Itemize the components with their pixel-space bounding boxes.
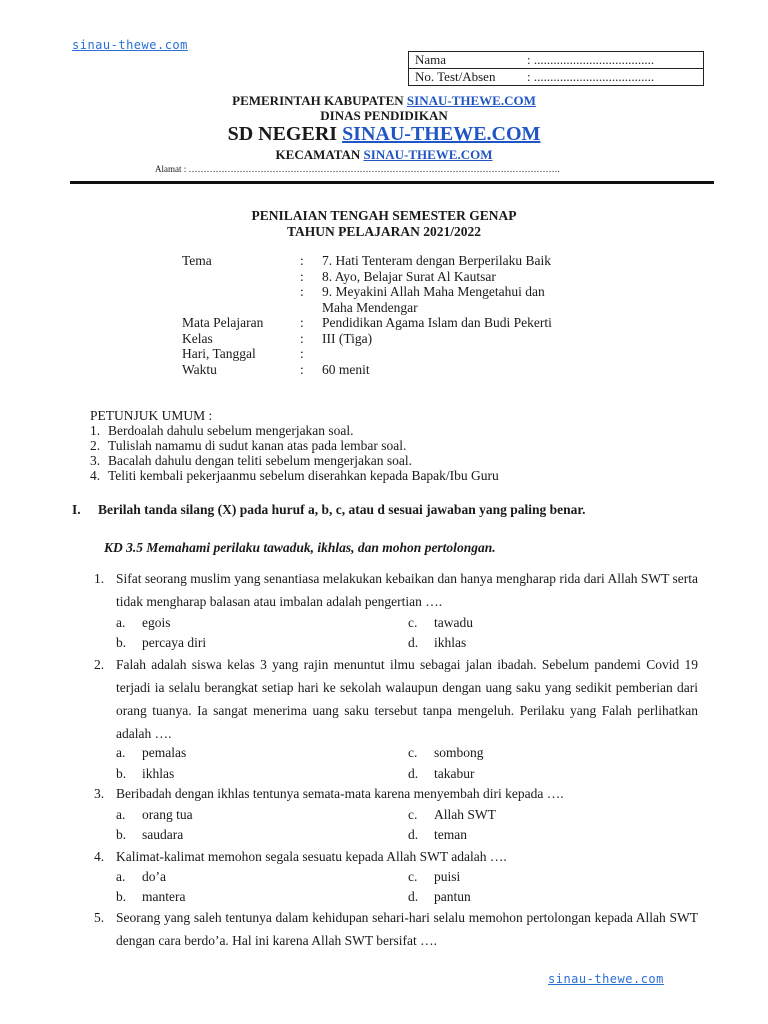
question-text: Kalimat-kalimat memohon segala sesuatu kepada Allah SWT adalah …. [116, 849, 507, 864]
option-b[interactable]: b. mantera [116, 889, 186, 904]
question [94, 782, 698, 805]
date-value [322, 346, 592, 362]
question [94, 653, 698, 745]
tema-label: Tema [182, 253, 212, 268]
name-field[interactable]: : ..................................... [527, 52, 655, 67]
option-c[interactable]: c. sombong [408, 745, 484, 760]
header-department: DINAS PENDIDIKAN [320, 108, 448, 123]
time-value: 60 menit [322, 361, 370, 377]
question [94, 845, 698, 868]
student-id-box [408, 51, 704, 86]
instruction-item: 2. Tulislah namamu di sudut kanan atas pada lembar soal. [90, 438, 407, 453]
time-label: Waktu [182, 361, 217, 377]
watermark-bottom[interactable]: sinau-thewe.com [548, 972, 664, 986]
exam-meta: Tema : 7. Hati Tenteram dengan Berperilaku Baik : 8. Ayo, Belajar Surat Al Kautsar : 9. Meyakini Allah Maha Mengetahui dan Maha Mendengar Mata Pelajaran : Pendidikan Agama Islam dan Budi Pekerti Kelas : III (Tiga) Hari, Tanggal : Waktu : 60 menit [182, 253, 592, 377]
option-a[interactable]: a. do’a [116, 869, 166, 884]
question-text: Seorang yang saleh tentunya dalam kehidupan sehari-hari selalu memohon pertolongan kepada Allah SWT dengan cara berdo’a. Hal ini karena Allah SWT bersifat …. [116, 910, 698, 948]
header-divider [70, 181, 714, 184]
option-b[interactable]: b. percaya diri [116, 635, 207, 650]
option-c[interactable]: c. tawadu [408, 615, 473, 630]
option-b[interactable]: b. saudara [116, 827, 184, 842]
section-instruction: Berilah tanda silang (X) pada huruf a, b, c, atau d sesuai jawaban yang paling benar. [98, 502, 586, 517]
question-number: 3. [94, 786, 105, 801]
date-label: Hari, Tanggal [182, 346, 256, 361]
question-number: 2. [94, 657, 105, 672]
competency-heading: KD 3.5 Memahami perilaku tawaduk, ikhlas, dan mohon pertolongan. [104, 540, 496, 555]
name-label: Nama [415, 52, 447, 67]
option-d[interactable]: d. ikhlas [408, 635, 467, 650]
tema-item: 9. Meyakini Allah Maha Mengetahui dan [322, 284, 545, 299]
option-a[interactable]: a. orang tua [116, 807, 193, 822]
tema-item: 8. Ayo, Belajar Surat Al Kautsar [322, 268, 496, 284]
header-district: KECAMATAN SINAU-THEWE.COM [275, 147, 493, 162]
header-link-1[interactable]: SINAU-THEWE.COM [406, 93, 536, 108]
address-line: Alamat : ……………………………………………………………………………………………………………. [155, 164, 560, 174]
subject-value: Pendidikan Agama Islam dan Budi Pekerti [322, 315, 552, 330]
option-c[interactable]: c. Allah SWT [408, 807, 496, 822]
option-d[interactable]: d. pantun [408, 889, 471, 904]
header-school: SD NEGERI SINAU-THEWE.COM [227, 123, 541, 145]
section-heading [72, 502, 585, 518]
option-b[interactable]: b. ikhlas [116, 766, 175, 781]
tema-item: Maha Mendengar [322, 299, 418, 315]
instructions-title: PETUNJUK UMUM : [90, 408, 213, 423]
header-link-2[interactable]: SINAU-THEWE.COM [342, 123, 541, 145]
instruction-item: 3. Bacalah dahulu dengan teliti sebelum mengerjakan soal. [90, 453, 413, 468]
question-text: Falah adalah siswa kelas 3 yang rajin menuntut ilmu sebagai jalan ibadah. Sebelum pandemi Covid 19 terjadi ia selalu berangkat setiap hari ke sekolah walaupun dengan uang saku yang sedikit pemberian dari orang tuanya. Ia sangat menerima uang saku tersebut tanpa mengeluh. Perilaku yang Falah perlihatkan adalah …. [116, 657, 698, 741]
instruction-item: 4. Teliti kembali pekerjaanmu sebelum diserahkan kepada Bapak/Ibu Guru [90, 468, 499, 483]
question [94, 567, 698, 613]
option-a[interactable]: a. pemalas [116, 745, 187, 760]
instruction-item: 1. Berdoalah dahulu sebelum mengerjakan soal. [90, 423, 354, 438]
watermark-top[interactable]: sinau-thewe.com [72, 38, 188, 52]
section-number: I. [72, 502, 81, 517]
question-text: Sifat seorang muslim yang senantiasa melakukan kebaikan dan hanya mengharap rida dari Allah SWT serta tidak mengharap balasan atau imbalan adalah pengertian …. [116, 571, 698, 609]
general-instructions [90, 408, 499, 483]
test-number-label: No. Test/Absen [415, 69, 496, 84]
name-row [409, 52, 703, 68]
question-number: 1. [94, 571, 105, 586]
class-label: Kelas [182, 330, 213, 346]
subject-label: Mata Pelajaran [182, 315, 264, 330]
option-d[interactable]: d. takabur [408, 766, 475, 781]
test-number-field[interactable]: : ..................................... [527, 69, 655, 84]
test-number-row [409, 68, 703, 85]
option-c[interactable]: c. puisi [408, 869, 461, 884]
question-text: Beribadah dengan ikhlas tentunya semata-mata karena menyembah diri kepada …. [116, 786, 564, 801]
header-government: PEMERINTAH KABUPATEN SINAU-THEWE.COM [232, 93, 536, 108]
exam-year: TAHUN PELAJARAN 2021/2022 [286, 224, 481, 239]
question [94, 906, 698, 952]
exam-title: PENILAIAN TENGAH SEMESTER GENAP [251, 208, 517, 223]
question-number: 5. [94, 910, 105, 925]
question-number: 4. [94, 849, 105, 864]
header-link-3[interactable]: SINAU-THEWE.COM [363, 147, 493, 162]
option-a[interactable]: a. egois [116, 615, 171, 630]
class-value: III (Tiga) [322, 330, 373, 346]
tema-item: 7. Hati Tenteram dengan Berperilaku Baik [322, 253, 551, 268]
option-d[interactable]: d. teman [408, 827, 467, 842]
